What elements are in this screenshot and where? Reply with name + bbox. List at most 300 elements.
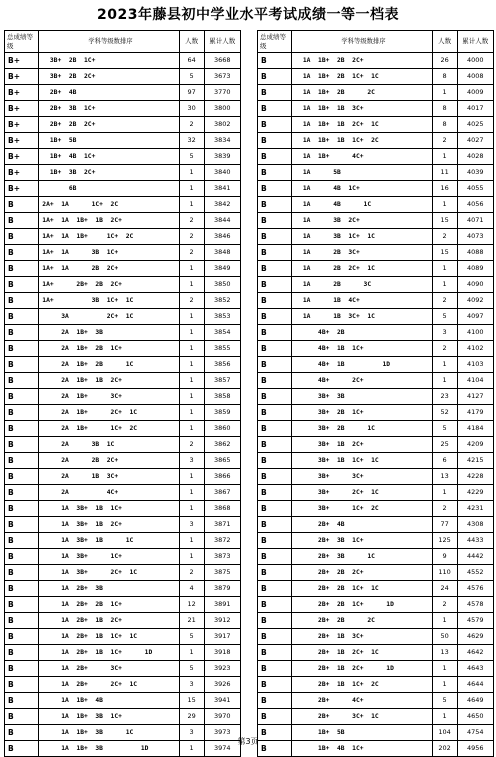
table-row — [258, 389, 494, 405]
table-row — [5, 293, 241, 309]
sequence-cell: 1A 2B+ 1B 2C+ — [39, 613, 179, 629]
table-row — [258, 309, 494, 325]
count-cell: 3 — [179, 677, 204, 693]
cumulative-cell: 3891 — [204, 597, 240, 613]
cumulative-cell: 4089 — [457, 261, 493, 277]
grade-cell: B — [258, 613, 292, 629]
count-cell: 3 — [179, 725, 204, 741]
table-row — [5, 517, 241, 533]
sequence-cell: 2A 1B+ 1B 2C+ — [39, 373, 179, 389]
count-cell: 2 — [432, 133, 457, 149]
cumulative-cell: 4127 — [457, 389, 493, 405]
cumulative-cell: 3918 — [204, 645, 240, 661]
cumulative-cell: 3802 — [204, 117, 240, 133]
cumulative-cell: 3855 — [204, 341, 240, 357]
table-row — [5, 277, 241, 293]
table-row — [5, 645, 241, 661]
header-count: 人数 — [179, 31, 204, 53]
sequence-cell: 1A+ 1A 1B+ 1B 2C+ — [39, 213, 179, 229]
cumulative-cell: 4578 — [457, 597, 493, 613]
cumulative-cell: 4017 — [457, 101, 493, 117]
cumulative-cell: 3866 — [204, 469, 240, 485]
grade-cell: B — [5, 533, 39, 549]
grade-cell: B — [5, 485, 39, 501]
header-grade: 总成绩等级 — [5, 31, 39, 53]
cumulative-cell: 4184 — [457, 421, 493, 437]
grade-cell: B — [258, 229, 292, 245]
sequence-cell: 1A 3B 1C+ 1C — [292, 229, 432, 245]
cumulative-cell: 3912 — [204, 613, 240, 629]
cumulative-cell: 4643 — [457, 661, 493, 677]
cumulative-cell: 3873 — [204, 549, 240, 565]
table-row — [5, 117, 241, 133]
count-cell: 1 — [432, 261, 457, 277]
count-cell: 6 — [432, 453, 457, 469]
grade-cell: B — [258, 85, 292, 101]
cumulative-cell: 3973 — [204, 725, 240, 741]
grade-cell: B — [5, 501, 39, 517]
cumulative-cell: 4308 — [457, 517, 493, 533]
grade-cell: B — [258, 485, 292, 501]
table-row — [258, 405, 494, 421]
table-row — [5, 149, 241, 165]
sequence-cell: 1B+ 4B 1C+ — [292, 741, 432, 757]
sequence-cell: 3B+ 2B 1C+ — [39, 53, 179, 69]
count-cell: 2 — [432, 229, 457, 245]
count-cell: 1 — [179, 357, 204, 373]
count-cell: 2 — [179, 117, 204, 133]
count-cell: 1 — [179, 645, 204, 661]
table-row — [258, 629, 494, 645]
sequence-cell: 6B — [39, 181, 179, 197]
count-cell: 8 — [432, 117, 457, 133]
grade-cell: B — [5, 309, 39, 325]
cumulative-cell: 4028 — [457, 149, 493, 165]
count-cell: 11 — [432, 165, 457, 181]
table-row — [258, 101, 494, 117]
count-cell: 2 — [432, 501, 457, 517]
sequence-cell: 1B+ 5B — [39, 133, 179, 149]
count-cell: 21 — [179, 613, 204, 629]
count-cell: 8 — [432, 101, 457, 117]
grade-cell: B — [258, 725, 292, 741]
table-row — [5, 133, 241, 149]
cumulative-cell: 4552 — [457, 565, 493, 581]
grade-cell: B — [5, 629, 39, 645]
count-cell: 1 — [432, 661, 457, 677]
count-cell: 1 — [179, 261, 204, 277]
sequence-cell: 3B+ 1B 1C+ 1C — [292, 453, 432, 469]
table-row — [5, 661, 241, 677]
grade-cell: B — [5, 661, 39, 677]
sequence-cell: 1A 1B+ 2B 2C — [292, 85, 432, 101]
cumulative-cell: 4754 — [457, 725, 493, 741]
sequence-cell: 1A+ 2B+ 2B 2C+ — [39, 277, 179, 293]
grade-cell: B — [5, 245, 39, 261]
cumulative-cell: 4433 — [457, 533, 493, 549]
table-row — [5, 597, 241, 613]
sequence-cell: 1A 2B 3C+ — [292, 245, 432, 261]
grade-cell: B — [258, 517, 292, 533]
count-cell: 12 — [179, 597, 204, 613]
page-title: 2023年藤县初中学业水平考试成绩一等一档表 — [97, 7, 399, 23]
sequence-cell: 4B+ 2B — [292, 325, 432, 341]
count-cell: 2 — [432, 597, 457, 613]
cumulative-cell: 4092 — [457, 293, 493, 309]
grade-cell: B — [258, 629, 292, 645]
grade-cell: B — [5, 645, 39, 661]
sequence-cell: 1A 3B+ 1B 1C — [39, 533, 179, 549]
sequence-cell: 2A+ 1A 1C+ 2C — [39, 197, 179, 213]
grade-cell: B — [258, 645, 292, 661]
count-cell: 2 — [179, 437, 204, 453]
count-cell: 1 — [432, 373, 457, 389]
sequence-cell: 1A 1B+ 4C+ — [292, 149, 432, 165]
count-cell: 5 — [179, 69, 204, 85]
count-cell: 15 — [179, 693, 204, 709]
cumulative-cell: 3860 — [204, 421, 240, 437]
grade-cell: B — [5, 277, 39, 293]
cumulative-cell: 3879 — [204, 581, 240, 597]
sequence-cell: 2B+ 4B — [292, 517, 432, 533]
table-header-row — [5, 31, 241, 53]
count-cell: 1 — [432, 677, 457, 693]
sequence-cell: 1A 3B+ 1B 1C+ — [39, 501, 179, 517]
grade-cell: B — [258, 69, 292, 85]
cumulative-cell: 4102 — [457, 341, 493, 357]
table-row — [258, 53, 494, 69]
grade-cell: B — [258, 133, 292, 149]
sequence-cell: 2B+ 2B 2C — [292, 613, 432, 629]
cumulative-cell: 4104 — [457, 373, 493, 389]
sequence-cell: 1A 1B+ 2B 2C+ — [292, 53, 432, 69]
count-cell: 8 — [432, 69, 457, 85]
page-number: 第3页 — [237, 737, 259, 746]
count-cell: 29 — [179, 709, 204, 725]
sequence-cell: 1A 1B+ 2B 1C+ 1C — [292, 69, 432, 85]
sequence-cell: 4B+ 1B 1D — [292, 357, 432, 373]
table-row — [5, 437, 241, 453]
grade-cell: B — [258, 165, 292, 181]
cumulative-cell: 4056 — [457, 197, 493, 213]
table-body-left — [5, 53, 241, 757]
sequence-cell: 2B+ 1B 2C+ 1C — [292, 645, 432, 661]
grade-cell: B — [5, 437, 39, 453]
table-row — [5, 485, 241, 501]
sequence-cell: 3B+ 3C+ — [292, 469, 432, 485]
table-row — [258, 85, 494, 101]
sequence-cell: 3B+ 3B — [292, 389, 432, 405]
count-cell: 1 — [179, 277, 204, 293]
sequence-cell: 2B+ 4C+ — [292, 693, 432, 709]
cumulative-cell: 3856 — [204, 357, 240, 373]
sequence-cell: 1A 1B 3C+ 1C — [292, 309, 432, 325]
sequence-cell: 2A 1B+ 2B 1C+ — [39, 341, 179, 357]
header-cumulative: 累计人数 — [457, 31, 493, 53]
table-header-row — [258, 31, 494, 53]
header-seq: 学科等级数排序 — [292, 31, 432, 53]
count-cell: 2 — [179, 293, 204, 309]
table-row — [5, 453, 241, 469]
sequence-cell: 1A 2B+ 1B 1C+ 1C — [39, 629, 179, 645]
cumulative-cell: 4215 — [457, 453, 493, 469]
table-row — [5, 309, 241, 325]
count-cell: 13 — [432, 469, 457, 485]
grade-cell: B — [258, 277, 292, 293]
table-row — [5, 677, 241, 693]
table-row — [5, 197, 241, 213]
sequence-cell: 3B+ 1B 2C+ — [292, 437, 432, 453]
sequence-cell: 2A 1B 3C+ — [39, 469, 179, 485]
sequence-cell: 4B+ 1B 1C+ — [292, 341, 432, 357]
count-cell: 3 — [179, 453, 204, 469]
count-cell: 1 — [179, 741, 204, 757]
sequence-cell: 2B+ 3B 1C — [292, 549, 432, 565]
table-row — [5, 229, 241, 245]
sequence-cell: 2B+ 1B 1C+ 2C — [292, 677, 432, 693]
cumulative-cell: 4228 — [457, 469, 493, 485]
count-cell: 1 — [179, 309, 204, 325]
sequence-cell: 1A 3B+ 1B 2C+ — [39, 517, 179, 533]
sequence-cell: 1B+ 4B 1C+ — [39, 149, 179, 165]
sequence-cell: 3B+ 1C+ 2C — [292, 501, 432, 517]
count-cell: 97 — [179, 85, 204, 101]
count-cell: 1 — [179, 373, 204, 389]
grade-cell: B — [258, 405, 292, 421]
cumulative-cell: 4025 — [457, 117, 493, 133]
cumulative-cell: 3923 — [204, 661, 240, 677]
grade-cell: B — [258, 501, 292, 517]
count-cell: 77 — [432, 517, 457, 533]
grade-cell: B+ — [5, 53, 39, 69]
table-row — [258, 565, 494, 581]
count-cell: 1 — [179, 165, 204, 181]
cumulative-cell: 3853 — [204, 309, 240, 325]
grade-cell: B — [258, 421, 292, 437]
cumulative-cell: 3875 — [204, 565, 240, 581]
sequence-cell: 1A 1B+ 3B 1D — [39, 741, 179, 757]
grade-cell: B — [258, 149, 292, 165]
cumulative-cell: 3970 — [204, 709, 240, 725]
count-cell: 1 — [432, 613, 457, 629]
count-cell: 3 — [432, 325, 457, 341]
sequence-cell: 3B+ 2B 1C — [292, 421, 432, 437]
grade-cell: B — [5, 677, 39, 693]
grade-cell: B — [5, 213, 39, 229]
count-cell: 15 — [432, 213, 457, 229]
count-cell: 2 — [179, 213, 204, 229]
count-cell: 9 — [432, 549, 457, 565]
sequence-cell: 1A 1B 4C+ — [292, 293, 432, 309]
table-row — [5, 421, 241, 437]
cumulative-cell: 4088 — [457, 245, 493, 261]
count-cell: 1 — [179, 501, 204, 517]
grade-cell: B — [5, 341, 39, 357]
grade-cell: B — [258, 373, 292, 389]
count-cell: 1 — [179, 405, 204, 421]
grade-cell: B+ — [5, 69, 39, 85]
cumulative-cell: 4071 — [457, 213, 493, 229]
table-row — [258, 469, 494, 485]
cumulative-cell: 4000 — [457, 53, 493, 69]
sequence-cell: 3B+ 2B 2C+ — [39, 69, 179, 85]
grade-cell: B — [5, 709, 39, 725]
cumulative-cell: 3917 — [204, 629, 240, 645]
sequence-cell: 1A 3B+ 2C+ 1C — [39, 565, 179, 581]
count-cell: 1 — [432, 85, 457, 101]
count-cell: 64 — [179, 53, 204, 69]
table-row — [258, 165, 494, 181]
cumulative-cell: 4579 — [457, 613, 493, 629]
cumulative-cell: 4231 — [457, 501, 493, 517]
table-row — [5, 709, 241, 725]
table-row — [258, 213, 494, 229]
grade-cell: B — [5, 389, 39, 405]
grade-cell: B — [5, 517, 39, 533]
sequence-cell: 1B+ 5B — [292, 725, 432, 741]
cumulative-cell: 4649 — [457, 693, 493, 709]
table-row — [5, 101, 241, 117]
cumulative-cell: 4009 — [457, 85, 493, 101]
sequence-cell: 3B+ 2B 1C+ — [292, 405, 432, 421]
table-row — [258, 517, 494, 533]
sequence-cell: 2A 3B 1C — [39, 437, 179, 453]
count-cell: 5 — [432, 309, 457, 325]
grade-cell: B — [5, 581, 39, 597]
header-grade: 总成绩等级 — [258, 31, 292, 53]
count-cell: 5 — [432, 693, 457, 709]
grade-cell: B — [5, 373, 39, 389]
cumulative-cell: 3846 — [204, 229, 240, 245]
cumulative-cell: 4576 — [457, 581, 493, 597]
grade-cell: B — [258, 677, 292, 693]
cumulative-cell: 3842 — [204, 197, 240, 213]
grade-cell: B — [258, 565, 292, 581]
cumulative-cell: 3840 — [204, 165, 240, 181]
cumulative-cell: 4179 — [457, 405, 493, 421]
cumulative-cell: 3673 — [204, 69, 240, 85]
grade-cell: B — [258, 53, 292, 69]
sequence-cell: 3B+ 2C+ 1C — [292, 485, 432, 501]
count-cell: 50 — [432, 629, 457, 645]
table-row — [258, 437, 494, 453]
cumulative-cell: 4229 — [457, 485, 493, 501]
cumulative-cell: 4956 — [457, 741, 493, 757]
count-cell: 1 — [432, 149, 457, 165]
count-cell: 25 — [432, 437, 457, 453]
table-row — [5, 549, 241, 565]
grade-cell: B — [258, 293, 292, 309]
cumulative-cell: 3926 — [204, 677, 240, 693]
count-cell: 1 — [432, 357, 457, 373]
grade-cell: B — [258, 533, 292, 549]
count-cell: 2 — [432, 341, 457, 357]
cumulative-cell: 3858 — [204, 389, 240, 405]
cumulative-cell: 3841 — [204, 181, 240, 197]
cumulative-cell: 3859 — [204, 405, 240, 421]
sequence-cell: 1B+ 3B 2C+ — [39, 165, 179, 181]
grade-cell: B — [5, 261, 39, 277]
grade-cell: B — [258, 597, 292, 613]
count-cell: 1 — [432, 485, 457, 501]
sequence-cell: 1A 2B+ 1B 1C+ 1D — [39, 645, 179, 661]
table-row — [258, 149, 494, 165]
grade-cell: B — [258, 213, 292, 229]
table-row — [5, 261, 241, 277]
grade-cell: B — [258, 661, 292, 677]
grade-cell: B — [258, 357, 292, 373]
grade-cell: B+ — [5, 165, 39, 181]
count-cell: 30 — [179, 101, 204, 117]
table-row — [258, 645, 494, 661]
table-row — [258, 597, 494, 613]
sequence-cell: 2B+ 4B — [39, 85, 179, 101]
table-row — [5, 165, 241, 181]
table-row — [258, 613, 494, 629]
cumulative-cell: 3868 — [204, 501, 240, 517]
count-cell: 110 — [432, 565, 457, 581]
cumulative-cell: 3770 — [204, 85, 240, 101]
count-cell: 104 — [432, 725, 457, 741]
table-body-right — [258, 53, 494, 757]
cumulative-cell: 4629 — [457, 629, 493, 645]
table-row — [5, 501, 241, 517]
cumulative-cell: 4008 — [457, 69, 493, 85]
grade-cell: B — [5, 229, 39, 245]
cumulative-cell: 3800 — [204, 101, 240, 117]
count-cell: 23 — [432, 389, 457, 405]
sequence-cell: 1A 1B+ 1B 3C+ — [292, 101, 432, 117]
sequence-cell: 2B+ 2B 1C+ 1C — [292, 581, 432, 597]
cumulative-cell: 4442 — [457, 549, 493, 565]
sequence-cell: 1A 1B+ 4B — [39, 693, 179, 709]
count-cell: 1 — [179, 197, 204, 213]
count-cell: 1 — [432, 197, 457, 213]
grade-cell: B — [258, 181, 292, 197]
cumulative-cell: 4039 — [457, 165, 493, 181]
cumulative-cell: 3834 — [204, 133, 240, 149]
table-row — [258, 325, 494, 341]
cumulative-cell: 4644 — [457, 677, 493, 693]
count-cell: 1 — [179, 533, 204, 549]
table-row — [258, 341, 494, 357]
cumulative-cell: 4650 — [457, 709, 493, 725]
grade-cell: B — [5, 725, 39, 741]
count-cell: 24 — [432, 581, 457, 597]
table-row — [5, 565, 241, 581]
grade-cell: B — [258, 453, 292, 469]
table-row — [258, 501, 494, 517]
grade-cell: B — [258, 581, 292, 597]
sequence-cell: 2A 1B+ 3C+ — [39, 389, 179, 405]
count-cell: 2 — [179, 565, 204, 581]
sequence-cell: 4B+ 2C+ — [292, 373, 432, 389]
sequence-cell: 1A+ 1A 3B 1C+ — [39, 245, 179, 261]
sequence-cell: 1A 1B+ 1B 1C+ 2C — [292, 133, 432, 149]
count-cell: 1 — [179, 485, 204, 501]
grade-cell: B — [258, 261, 292, 277]
sequence-cell: 3A 2C+ 1C — [39, 309, 179, 325]
sequence-cell: 2B+ 2B 2C+ — [39, 117, 179, 133]
grade-cell: B — [258, 709, 292, 725]
cumulative-cell: 4090 — [457, 277, 493, 293]
grade-cell: B — [258, 549, 292, 565]
grade-cell: B — [258, 245, 292, 261]
count-cell: 5 — [179, 661, 204, 677]
sequence-cell: 1A 3B+ 1C+ — [39, 549, 179, 565]
cumulative-cell: 4100 — [457, 325, 493, 341]
table-row — [258, 181, 494, 197]
